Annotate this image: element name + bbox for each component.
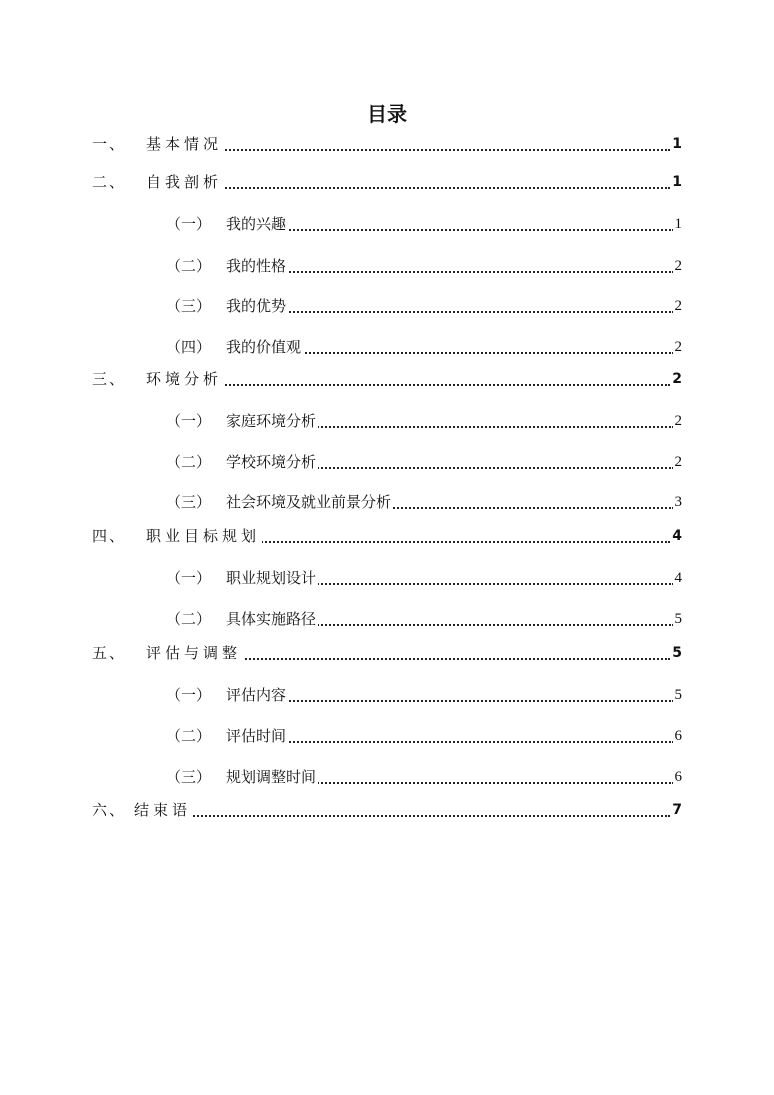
toc-entry[interactable]	[0, 367, 774, 391]
toc-entry-number: （二）	[166, 257, 212, 275]
toc-leader-dots	[146, 187, 670, 189]
toc-entry-number: （一）	[166, 569, 212, 587]
toc-entry[interactable]	[0, 765, 774, 789]
toc-entry[interactable]	[0, 798, 774, 822]
toc-entry-label: 自我剖析	[146, 173, 223, 191]
page-title: 目录	[367, 102, 407, 126]
toc-entry[interactable]	[0, 641, 774, 665]
toc-entry-number: （三）	[166, 768, 212, 786]
toc-entry-number: 二、	[92, 173, 127, 191]
toc-entry-page-number: 1	[672, 174, 682, 190]
toc-entry-number: （一）	[166, 412, 212, 430]
toc-entry[interactable]	[0, 294, 774, 318]
toc-entry-number: 三、	[92, 370, 127, 388]
toc-entry[interactable]	[0, 683, 774, 707]
toc-entry-page-number: 2	[674, 454, 682, 470]
toc-entry[interactable]	[0, 170, 774, 194]
toc-entry[interactable]	[0, 490, 774, 514]
toc-entry-number: （二）	[166, 727, 212, 745]
toc-entry-page-number: 2	[674, 258, 682, 274]
toc-entry-label: 评估与调整	[146, 644, 242, 662]
toc-entry-number: 六、	[92, 801, 127, 819]
toc-leader-dots	[226, 311, 674, 313]
toc-entry-number: （三）	[166, 297, 212, 315]
toc-entry-label: 规划调整时间	[226, 768, 317, 786]
toc-entry-number: （二）	[166, 610, 212, 628]
toc-leader-dots	[226, 229, 674, 231]
toc-entry-number: （四）	[166, 338, 212, 356]
toc-entry-number: 四、	[92, 527, 127, 545]
toc-leader-dots	[226, 700, 674, 702]
toc-entry[interactable]	[0, 607, 774, 631]
toc-entry-label: 评估时间	[226, 727, 287, 745]
toc-entry-page-number: 5	[672, 645, 682, 661]
toc-leader-dots	[134, 815, 670, 817]
toc-entry[interactable]	[0, 335, 774, 359]
toc-entry-label: 基本情况	[146, 135, 223, 153]
toc-entry-page-number: 2	[674, 413, 682, 429]
toc-entry-number: （三）	[166, 493, 212, 511]
toc-entry[interactable]	[0, 450, 774, 474]
toc-entry-number: （二）	[166, 453, 212, 471]
toc-entry-label: 我的兴趣	[226, 215, 287, 233]
toc-entry[interactable]	[0, 132, 774, 156]
toc-leader-dots	[226, 271, 674, 273]
toc-entry-page-number: 5	[674, 611, 682, 627]
toc-entry-label: 学校环境分析	[226, 453, 317, 471]
toc-entry-label: 我的优势	[226, 297, 287, 315]
toc-entry-page-number: 1	[674, 216, 682, 232]
toc-entry-label: 具体实施路径	[226, 610, 317, 628]
toc-leader-dots	[226, 741, 674, 743]
toc-entry-label: 评估内容	[226, 686, 287, 704]
toc-entry-label: 结束语	[134, 801, 192, 819]
toc-entry-number: 一、	[92, 135, 127, 153]
toc-entry-label: 职业目标规划	[146, 527, 261, 545]
toc-entry-label: 环境分析	[146, 370, 223, 388]
toc-entry-number: （一）	[166, 686, 212, 704]
toc-entry-page-number: 3	[674, 494, 682, 510]
toc-leader-dots	[146, 384, 670, 386]
toc-entry[interactable]	[0, 254, 774, 278]
toc-entry-label: 我的性格	[226, 257, 287, 275]
toc-entry-page-number: 2	[674, 339, 682, 355]
toc-entry-number: 五、	[92, 644, 127, 662]
toc-entry-page-number: 4	[674, 570, 682, 586]
toc-entry[interactable]	[0, 524, 774, 548]
toc-entry-label: 职业规划设计	[226, 569, 317, 587]
toc-entry-page-number: 2	[674, 298, 682, 314]
toc-entry-label: 社会环境及就业前景分析	[226, 493, 392, 511]
toc-entry-page-number: 2	[672, 371, 682, 387]
toc-entry-label: 我的价值观	[226, 338, 302, 356]
toc-entry-number: （一）	[166, 215, 212, 233]
toc-entry-page-number: 6	[674, 769, 682, 785]
toc-entry[interactable]	[0, 724, 774, 748]
toc-entry-page-number: 6	[674, 728, 682, 744]
toc-entry-label: 家庭环境分析	[226, 412, 317, 430]
toc-leader-dots	[146, 149, 670, 151]
toc-entry-page-number: 1	[672, 136, 682, 152]
toc-entry[interactable]	[0, 566, 774, 590]
toc-entry[interactable]	[0, 212, 774, 236]
toc-entry[interactable]	[0, 409, 774, 433]
toc-entry-page-number: 7	[672, 802, 682, 818]
toc-entry-page-number: 5	[674, 687, 682, 703]
toc-entry-page-number: 4	[672, 528, 682, 544]
